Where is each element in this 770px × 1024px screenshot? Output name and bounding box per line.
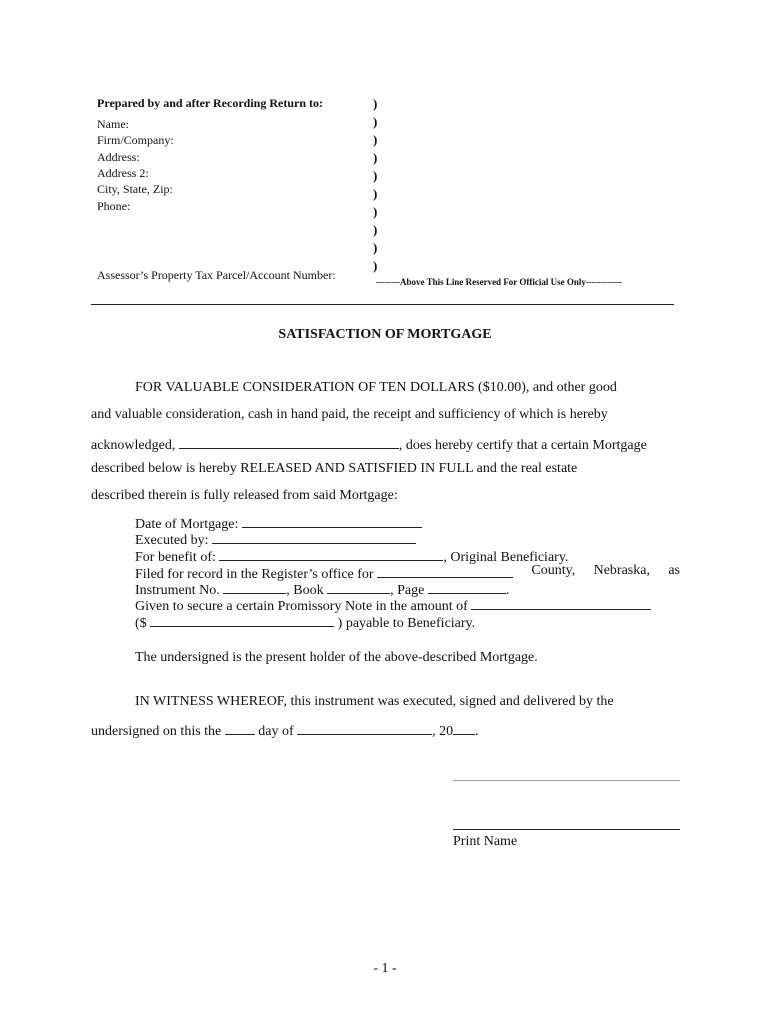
instrument-label: Instrument No. — [135, 583, 220, 598]
note-amount-row — [135, 612, 475, 632]
benefit-of-label: For benefit of: — [135, 550, 216, 565]
releasor-name-blank[interactable] — [179, 434, 399, 449]
bracket-mark: ) — [373, 258, 378, 273]
year-blank[interactable] — [453, 720, 475, 735]
county-word: County, — [531, 563, 576, 578]
holder-statement: The undersigned is the present holder of the above-described Mortgage. — [135, 650, 538, 665]
as-word: as — [668, 563, 680, 578]
witness-line — [135, 694, 680, 710]
document-title: SATISFACTION OF MORTGAGE — [278, 327, 492, 342]
day-blank[interactable] — [225, 720, 255, 735]
bracket-mark: ) — [373, 132, 378, 147]
intro-line: described therein is fully released from said Mortgage: — [91, 488, 398, 503]
page-label: , Page — [390, 583, 425, 598]
recording-divider — [91, 304, 674, 305]
print-name-line[interactable] — [453, 829, 680, 830]
print-name-label: Print Name — [453, 834, 518, 849]
promissory-note-label: Given to secure a certain Promissory Note in the amount of — [135, 599, 468, 614]
witness-text: IN WITNESS WHEREOF, this instrument was executed, signed and delivered by the — [135, 694, 614, 709]
note-amount-figure-blank[interactable] — [150, 612, 334, 627]
period-mark: . — [505, 583, 510, 598]
intro-line: and valuable consideration, cash in hand paid, the receipt and sufficiency of which is hereby — [91, 407, 608, 422]
bracket-mark: ) — [373, 168, 378, 183]
date-of-mortgage-blank[interactable] — [242, 513, 422, 528]
state-word: Nebraska, — [593, 563, 650, 578]
bracket-mark: ) — [373, 114, 378, 129]
intro-line: described below is hereby RELEASED AND SATISFIED IN FULL and the real estate — [91, 461, 578, 476]
bracket-mark: ) — [373, 96, 378, 111]
dollar-open: ($ — [135, 616, 147, 631]
instrument-number-blank[interactable] — [223, 579, 286, 594]
undersigned-text: undersigned on this the — [91, 724, 222, 739]
payable-text: ) payable to Beneficiary. — [337, 616, 476, 631]
book-label: , Book — [286, 583, 324, 598]
intro-line — [91, 434, 647, 454]
address-2-label: Address 2: — [97, 166, 149, 180]
intro-line: FOR VALUABLE CONSIDERATION OF TEN DOLLARS ($10.00), and other good — [135, 380, 617, 395]
city-state-zip-label: City, State, Zip: — [97, 182, 173, 196]
note-amount-words-blank[interactable] — [471, 595, 651, 610]
acknowledged-text: acknowledged, — [91, 438, 176, 453]
county-blank[interactable] — [377, 563, 513, 578]
month-blank[interactable] — [297, 720, 432, 735]
witness-date-line — [91, 720, 479, 740]
bracket-mark: ) — [373, 204, 378, 219]
bracket-mark: ) — [373, 186, 378, 201]
parcel-number-label: Assessor’s Property Tax Parcel/Account Number: — [97, 268, 336, 282]
day-of-text: day of — [258, 724, 294, 739]
name-label: Name: — [97, 117, 129, 131]
bracket-mark: ) — [373, 222, 378, 237]
bracket-mark: ) — [373, 240, 378, 255]
executed-by-blank[interactable] — [212, 529, 416, 544]
year-prefix: , 20 — [432, 724, 454, 739]
original-beneficiary-text: , Original Beneficiary. — [443, 550, 569, 565]
executed-by-label: Executed by: — [135, 533, 209, 548]
bracket-mark: ) — [373, 150, 378, 165]
address-label: Address: — [97, 150, 140, 164]
beneficiary-blank[interactable] — [219, 546, 443, 561]
official-use-notice: --------Above This Line Reserved For Official Use Only------------ — [376, 277, 622, 287]
page-number: - 1 - — [373, 961, 397, 976]
firm-company-label: Firm/Company: — [97, 133, 174, 147]
date-of-mortgage-label: Date of Mortgage: — [135, 517, 239, 532]
phone-label: Phone: — [97, 199, 131, 213]
page-blank[interactable] — [428, 579, 506, 594]
period-mark: . — [475, 724, 479, 739]
book-blank[interactable] — [327, 579, 390, 594]
certify-text: , does hereby certify that a certain Mortgage — [398, 438, 647, 453]
filed-for-record-text: Filed for record in the Register’s office for — [135, 563, 513, 583]
signature-line[interactable] — [453, 780, 680, 781]
prepared-by-heading: Prepared by and after Recording Return to: — [97, 96, 323, 110]
